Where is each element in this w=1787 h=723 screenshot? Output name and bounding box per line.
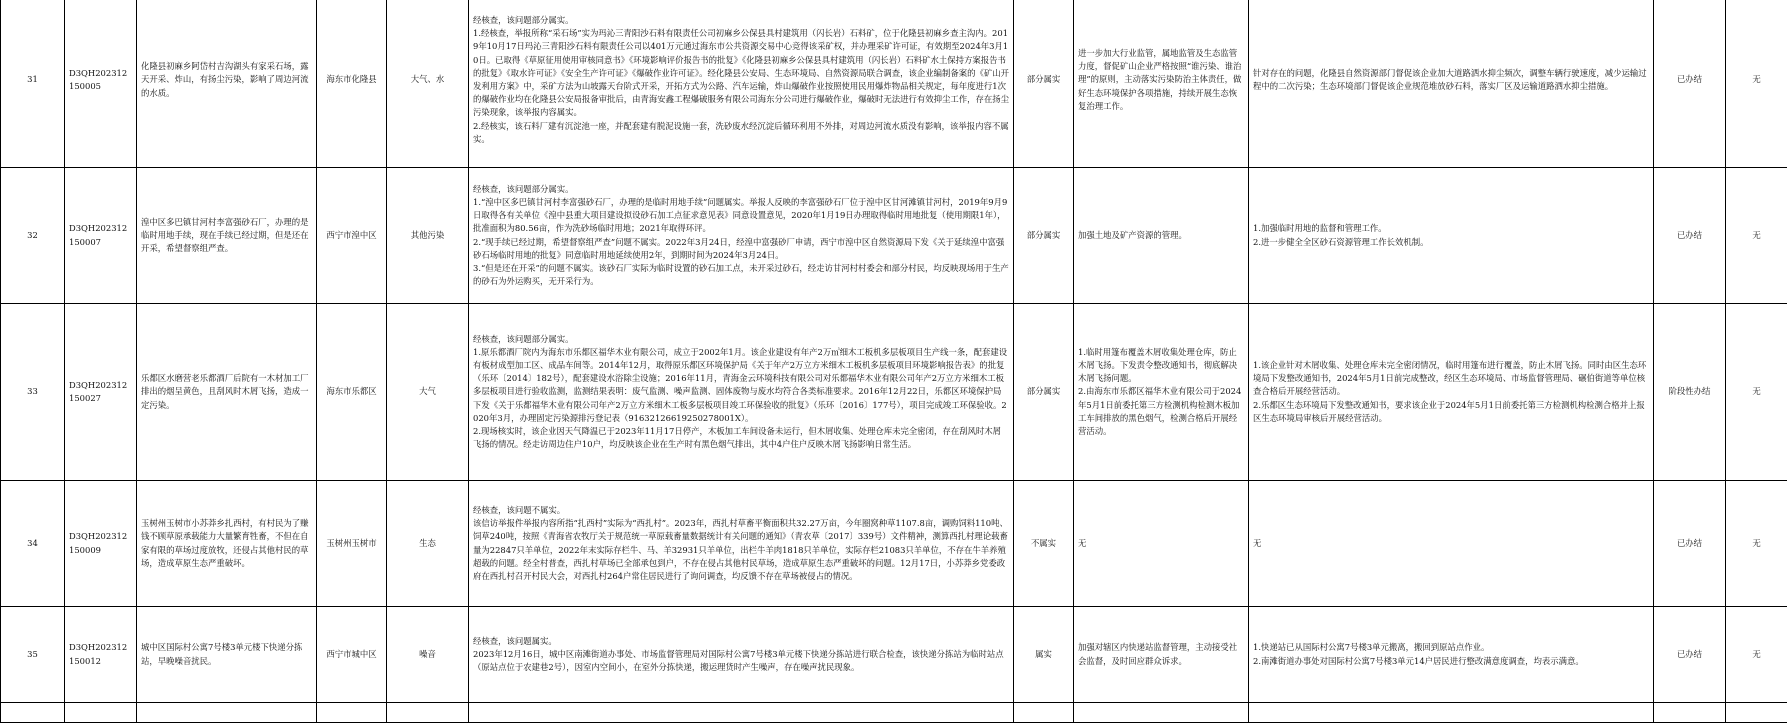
verdict-cell: 部分属实 xyxy=(1014,168,1074,304)
type-cell: 其他污染 xyxy=(387,168,469,304)
area-cell: 西宁市城中区 xyxy=(317,607,387,703)
empty-cell xyxy=(1074,703,1249,723)
verdict-cell: 属实 xyxy=(1014,607,1074,703)
findings-paragraph: 经核查，该问题属实。 xyxy=(473,635,1009,648)
accountability-cell: 无 xyxy=(1726,0,1787,168)
findings-paragraph: 2.“现手续已经过期，希望督察组严查”问题不属实。2022年3月24日，经湟中富强砂厂申请，西宁市湟中区自然资源局下发《关于延续湟中富强砂石场临时用地的批复》同意临时用地延续使用2年，到期时间为2024年3月24日。 xyxy=(473,236,1009,262)
requirement-cell: 加强土地及矿产资源的管理。 xyxy=(1074,168,1249,304)
rectification-paragraph: 1.快递站已从国际村公寓7号楼3单元搬离，搬回到原站点作业。 xyxy=(1253,641,1649,654)
accountability-cell: 无 xyxy=(1726,168,1787,304)
empty-cell xyxy=(1,703,65,723)
findings-paragraph: 3.“但是还在开采”的问题不属实。该砂石厂实际为临时设置的砂石加工点，未开采过砂石，经走访甘河村村委会和部分村民，均反映现场用于生产的砂石为外运购买，无开采行为。 xyxy=(473,262,1009,288)
findings-paragraph: 1.原乐都酒厂院内为海东市乐都区福华木业有限公司，成立于2002年1月。该企业建设有年产2万㎥细木工板机多层板项目生产线一条，配套建设有板材成型加工区、成品车间等。2014年12月，取得原乐都区环境保护局《关于年产2万立方米细木工板机多层板项目环境影响报告表》的批复（乐环〔2014〕182号），配套建设水浴除尘设施；2016年11月，青海金云环境科技有限公司对乐都福华木业有限公司年产2万立方米细木工板多层板项目进行验收监测，监测结果表明：废气监测、噪声监测、固体废物与废水均符合各类标准要求。2016年12月22日，乐都区环境保护局下发《关于乐都福华木业有限公司年产2万立方米细木工板多层板项目竣工环保验收的批复》（乐环〔2016〕177号），项目完成竣工环保验收。2020年3月，办理固定污染源排污登记表（91632126619250278001X）。 xyxy=(473,346,1009,425)
code-cell: D3QH202312150027 xyxy=(65,304,137,481)
area-cell: 海东市乐都区 xyxy=(317,304,387,481)
rectification-paragraph: 2.乐都区生态环境局下发整改通知书，要求该企业于2024年5月1日前委托第三方检测机构检测合格并上报区生态环境局审核后开展经营活动。 xyxy=(1253,399,1649,425)
findings-paragraph: 1.“湟中区多巴镇甘河村李富强砂石厂，办理的是临时用地手续”问题属实。举报人反映的李富强砂石厂位于湟中区甘河滩镇甘河村，2019年9月9日取得各有关单位《湟中县重大项目建设拟设砂石加工点征求意见表》同意设置意见，2020年1月19日办理取得临时用地批复（使用期限1年），批准面积为80.56亩，作为洗砂场临时用地；2021年取得环评。 xyxy=(473,196,1009,236)
verdict-cell: 部分属实 xyxy=(1014,0,1074,168)
rectification-cell xyxy=(1249,304,1654,481)
empty-cell xyxy=(1014,703,1074,723)
seq-cell: 31 xyxy=(1,0,65,168)
code-cell: D3QH202312150012 xyxy=(65,607,137,703)
complaint-cell: 玉树州玉树市小苏莽乡扎西村，有村民为了赚钱不顾草原承载能力大量繁育牲畜，不但在自家有限的草场过度放牧，还侵占其他村民的草场，造成草原生态严重破坏。 xyxy=(137,481,317,607)
seq-cell: 32 xyxy=(1,168,65,304)
empty-cell xyxy=(387,703,469,723)
findings-paragraph: 2023年12月16日，城中区南滩街道办事处、市场监督管理局对国际村公寓7号楼3单元楼下快递分拣站进行联合检查，该快递分拣站为临时站点（原站点位于农建巷2号），因室内空间小，在室外分拣快递，搬运理货时产生噪声，存在噪声扰民现象。 xyxy=(473,648,1009,674)
table-row xyxy=(1,607,1787,703)
rectification-paragraph: 无 xyxy=(1253,537,1649,550)
findings-paragraph: 经核查，该问题部分属实。 xyxy=(473,333,1009,346)
complaint-cell: 化隆县初麻乡阿岱村吉沟湖头有家采石场，露天开采、炸山，有扬尘污染，影响了周边河流的水质。 xyxy=(137,0,317,168)
findings-cell xyxy=(469,607,1014,703)
requirement-cell: 无 xyxy=(1074,481,1249,607)
rectification-cell xyxy=(1249,607,1654,703)
table-row xyxy=(1,168,1787,304)
findings-paragraph: 经核查，该问题部分属实。 xyxy=(473,14,1009,27)
findings-paragraph: 经核查，该问题部分属实。 xyxy=(473,183,1009,196)
empty-cell xyxy=(1726,703,1787,723)
seq-cell: 33 xyxy=(1,304,65,481)
area-cell: 海东市化隆县 xyxy=(317,0,387,168)
accountability-cell: 无 xyxy=(1726,304,1787,481)
empty-cell xyxy=(469,703,1014,723)
seq-cell: 34 xyxy=(1,481,65,607)
table-row xyxy=(1,0,1787,168)
seq-cell: 35 xyxy=(1,607,65,703)
table-body xyxy=(1,0,1787,723)
requirement-cell: 加强对辖区内快递站监督管理，主动接受社会监督，及时回应群众诉求。 xyxy=(1074,607,1249,703)
findings-paragraph: 经核查，该问题不属实。 xyxy=(473,504,1009,517)
table-row xyxy=(1,481,1787,607)
complaint-cell: 城中区国际村公寓7号楼3单元楼下快递分拣站，早晚噪音扰民。 xyxy=(137,607,317,703)
verdict-cell: 部分属实 xyxy=(1014,304,1074,481)
area-cell: 玉树州玉树市 xyxy=(317,481,387,607)
status-cell: 阶段性办结 xyxy=(1654,304,1726,481)
rectification-cell xyxy=(1249,168,1654,304)
complaint-cell: 乐都区水磨营老乐都酒厂后院有一木材加工厂排出的烟呈黄色，且刮风时木屑飞扬，造成一定污染。 xyxy=(137,304,317,481)
rectification-paragraph: 1.该企业针对木屑收集、处理仓库未完全密闭情况，临时用篷布进行覆盖，防止木屑飞扬。同时由区生态环境局下发整改通知书，2024年5月1日前完成整改，经区生态环境局、市场监督管理局、碾伯街道等单位核查合格后开展经营活动。 xyxy=(1253,359,1649,399)
code-cell: D3QH202312150007 xyxy=(65,168,137,304)
type-cell: 大气 xyxy=(387,304,469,481)
findings-paragraph: 2.经核实，该石料厂建有沉淀池一座，并配套建有脱泥设施一套，洗砂废水经沉淀后循环利用不外排，对周边河流水质没有影响，该举报内容不属实。 xyxy=(473,120,1009,146)
rectification-cell xyxy=(1249,481,1654,607)
empty-cell xyxy=(317,703,387,723)
type-cell: 生态 xyxy=(387,481,469,607)
rectification-paragraph: 2.进一步健全全区砂石资源管理工作长效机制。 xyxy=(1253,236,1649,249)
status-cell: 已办结 xyxy=(1654,607,1726,703)
code-cell: D3QH202312150009 xyxy=(65,481,137,607)
code-cell: D3QH202312150005 xyxy=(65,0,137,168)
rectification-paragraph: 1.加强临时用地的监督和管理工作。 xyxy=(1253,222,1649,235)
empty-cell xyxy=(137,703,317,723)
findings-cell xyxy=(469,481,1014,607)
accountability-cell: 无 xyxy=(1726,481,1787,607)
status-cell: 已办结 xyxy=(1654,168,1726,304)
accountability-cell: 无 xyxy=(1726,607,1787,703)
status-cell: 已办结 xyxy=(1654,0,1726,168)
requirement-cell: 进一步加大行业监管，属地监管及生态监管力度，督促矿山企业严格按照“谁污染、谁治理”的原则，主动落实污染防治主体责任，做好生态环境保护各项措施，持续开展生态恢复治理工作。 xyxy=(1074,0,1249,168)
area-cell: 西宁市湟中区 xyxy=(317,168,387,304)
table-row xyxy=(1,304,1787,481)
findings-cell xyxy=(469,304,1014,481)
type-cell: 噪音 xyxy=(387,607,469,703)
empty-cell xyxy=(1654,703,1726,723)
rectification-paragraph: 针对存在的问题，化隆县自然资源部门督促该企业加大道路洒水抑尘频次，调整车辆行驶速度，减少运输过程中的二次污染；生态环境部门督促该企业规范堆放砂石料，落实厂区及运输道路洒水抑尘措施。 xyxy=(1253,67,1649,93)
complaint-cell: 湟中区多巴镇甘河村李富强砂石厂，办理的是临时用地手续，现在手续已经过期，但是还在开采，希望督察组严查。 xyxy=(137,168,317,304)
verdict-cell: 不属实 xyxy=(1014,481,1074,607)
type-cell: 大气、水 xyxy=(387,0,469,168)
findings-cell xyxy=(469,168,1014,304)
requirement-cell: 1.临时用篷布覆盖木屑收集处理仓库，防止木屑飞扬。下发责令整改通知书，彻底解决木屑飞扬问题。 2.由海东市乐都区福华木业有限公司于2024年5月1日前委托第三方检测机构检测木板加工车间排放的黑色烟气，检测合格后开展经营活动。 xyxy=(1074,304,1249,481)
findings-cell xyxy=(469,0,1014,168)
empty-cell xyxy=(1249,703,1654,723)
findings-paragraph: 1.经核查，举报所称“采石场”实为玛沁三青阳沙石料有限责任公司初麻乡公保县具村建筑用（闪长岩）石料矿，位于化隆县初麻乡查主沟内。2019年10月17日玛沁三青阳沙石料有限责任公司以401万元通过海东市公共资源交易中心竞得该采矿权，并办理采矿许可证，有效期至2024年3月10日。已取得《草原征用使用审核同意书》《环境影响评价报告书的批复》《化隆县初麻乡公保县具村建筑用（闪长岩）石料矿水土保持方案报告书的批复》《取水许可证》《安全生产许可证》《爆破作业许可证》。经化隆县公安局、生态环境局、自然资源局联合调查，该企业编制备案的《矿山开发利用方案》中，采矿方法为山坡露天台阶式开采，开拓方式为公路、汽车运输，炸山爆破作业按照使用民用爆炸物品相关规定，每年度进行1次的爆破作业均在化隆县公安局报备审批后，由青海安鑫工程爆破服务有限公司海东分公司进行爆破作业，爆破时无法进行有效抑尘工作，存在扬尘污染现象，该举报内容属实。 xyxy=(473,27,1009,119)
findings-paragraph: 2.现场核实时，该企业因天气降温已于2023年11月17日停产，木板加工车间设备未运行，但木屑收集、处理仓库未完全密闭，存在刮风时木屑飞扬的情况。经走访周边住户10户，均反映该企业在生产时有黑色烟气排出，其中4户住户反映木屑飞扬影响日常生活。 xyxy=(473,425,1009,451)
rectification-cell xyxy=(1249,0,1654,168)
rectification-paragraph: 2.南滩街道办事处对国际村公寓7号楼3单元14户居民进行整改满意度调查，均表示满意。 xyxy=(1253,655,1649,668)
findings-paragraph: 该信访举报件举报内容所指“扎西村”实际为“西扎村”。2023年，西扎村草畜平衡面积共32.27万亩，今年圈窝种草1107.8亩，调购饲料110吨、饲草240吨，按照《青海省农牧厅关于规范统一草原载畜量数据统计有关问题的通知》（青农草〔2017〕339号）文件精神，测算西扎村理论载畜量为22847只羊单位，2022年末实际存栏牛、马、羊32931只羊单位，出栏牛羊肉1818只羊单位，实际存栏21083只羊单位，不存在牛羊养殖超载的问题。经全村普查，西扎村草场已全部承包到户，不存在侵占其他村民草场，造成草原生态严重破坏的问题。12月17日，小苏莽乡党委政府在西扎村召开村民大会，对西扎村264户常住居民进行了询问调查，均反馈不存在草场被侵占的情况。 xyxy=(473,517,1009,583)
empty-cell xyxy=(65,703,137,723)
status-cell: 已办结 xyxy=(1654,481,1726,607)
table-row-partial xyxy=(1,703,1787,723)
